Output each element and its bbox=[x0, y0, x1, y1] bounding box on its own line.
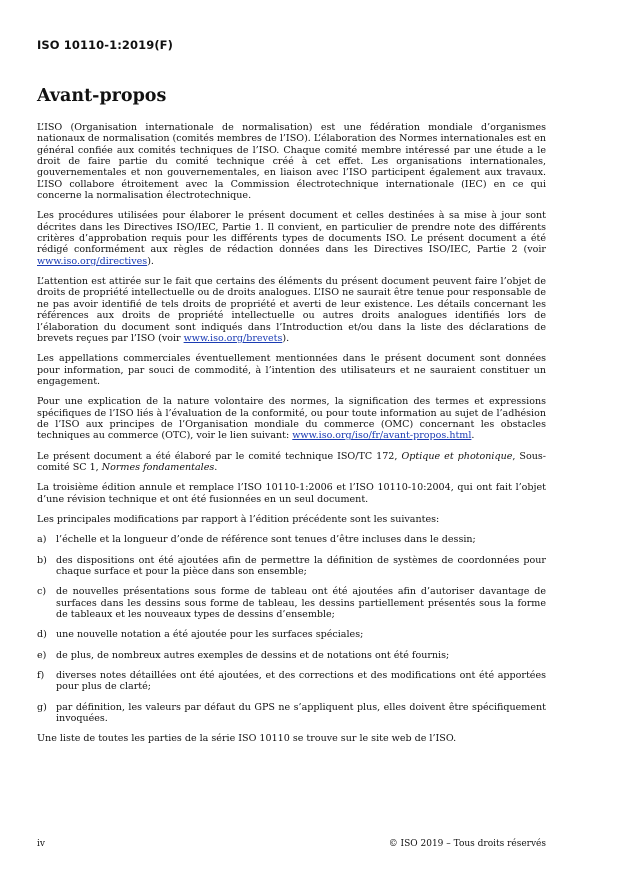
list-item bbox=[37, 534, 546, 545]
paragraph-committee bbox=[37, 451, 546, 474]
paragraph-series-list: Une liste de toutes les parties de la série ISO 10110 se trouve sur le site web de l’ISO. bbox=[37, 733, 457, 745]
paragraph-patents-text: L’attention est attirée sur le fait que certains des éléments du présent document peuvent faire l’objet de droits de propriété intellectuelle ou de droits analogues. L’ISO ne saurait être tenue pour responsable de ne pas avoir identifié de tels droits de propriété et averti de leur existence. Les détails concernant les références aux droits de propriété intellectuelle ou autres droits analogues identifiés lors de l’élaboration du document sont indiqués dans l’Introduction et/ou dans la liste des déclarations de brevets reçues par l’ISO (voir bbox=[37, 276, 546, 344]
paragraph-trade-names: Les appellations commerciales éventuellement mentionnées dans le présent document sont données pour information, par souci de commodité, à l’intention des utilisateurs et ne sauraient constituer un engagement. bbox=[37, 353, 546, 387]
list-item bbox=[37, 629, 546, 640]
paragraph-edition: La troisième édition annule et remplace l’ISO 10110-1:2006 et l’ISO 10110-10:2004, qui ont fait l’objet d’une révision technique et ont été fusionnées en un seul document. bbox=[37, 482, 546, 505]
list-item-label: f) bbox=[37, 670, 45, 682]
paragraph-patents-end: ). bbox=[282, 332, 290, 344]
paragraph-patents bbox=[37, 276, 546, 344]
page-number: iv bbox=[37, 839, 45, 849]
paragraph-voluntary-end: . bbox=[471, 430, 475, 442]
list-item-label: g) bbox=[37, 701, 47, 713]
list-item-label: e) bbox=[37, 649, 47, 661]
committee-name: Optique et photonique bbox=[401, 450, 513, 462]
list-item-text: des dispositions ont été ajoutées afin de permettre la définition de systèmes de coordonnées pour chaque surface et pour la pièce dans son ensemble; bbox=[56, 554, 546, 577]
paragraph-voluntary-nature bbox=[37, 396, 546, 441]
directives-link[interactable]: www.iso.org/directives bbox=[37, 255, 148, 267]
document-id-header: ISO 10110-1:2019(F) bbox=[37, 38, 173, 52]
list-item-text: de plus, de nombreux autres exemples de dessins et de notations ont été fournis; bbox=[56, 649, 450, 661]
copyright-notice: © ISO 2019 – Tous droits réservés bbox=[388, 839, 546, 849]
subcommittee-name: Normes fondamentales bbox=[101, 461, 215, 473]
paragraph-procedures-end: ). bbox=[147, 255, 154, 267]
list-item-text: de nouvelles présentations sous forme de tableau ont été ajoutées afin d’autoriser davantage de surfaces dans les dessins sous forme de tableau, les dessins partiellement présentés sous la forme de tableaux et les nouveaux types de dessins d’ensemble; bbox=[56, 586, 546, 621]
list-item-text: diverses notes détaillées ont été ajoutées, et des corrections et des modifications ont été apportées pour plus de clarté; bbox=[56, 670, 546, 693]
list-item-label: c) bbox=[37, 586, 47, 598]
paragraph-committee-end: . bbox=[214, 461, 218, 473]
list-item-label: b) bbox=[37, 554, 47, 566]
paragraph-committee-mid: , Sous-comité SC 1, bbox=[37, 450, 546, 473]
list-item bbox=[37, 702, 546, 725]
list-item bbox=[37, 650, 546, 661]
foreword-body bbox=[37, 122, 546, 754]
paragraph-changes-intro: Les principales modifications par rapport à l’édition précédente sont les suivantes: bbox=[37, 513, 440, 525]
changes-list bbox=[37, 534, 546, 724]
paragraph-committee-text: Le présent document a été élaboré par le comité technique ISO/TC 172, bbox=[37, 450, 402, 462]
list-item bbox=[37, 586, 546, 620]
patents-link[interactable]: www.iso.org/brevets bbox=[183, 332, 283, 344]
foreword-info-link[interactable]: www.iso.org/iso/fr/avant-propos.html bbox=[292, 430, 472, 442]
list-item-text: une nouvelle notation a été ajoutée pour les surfaces spéciales; bbox=[56, 629, 364, 641]
list-item-text: l’échelle et la longueur d’onde de référence sont tenues d’être incluses dans le dessin; bbox=[56, 534, 476, 546]
paragraph-voluntary-text: Pour une explication de la nature volontaire des normes, la signification des termes et expressions spécifiques de l’ISO liés à l’évaluation de la conformité, ou pour toute information au sujet de l’adhésion de l’ISO aux principes de l’Organisation mondiale du commerce (OMC) concernant les obstacles techniques au commerce (OTC), voir le lien suivant: bbox=[37, 396, 546, 442]
paragraph-procedures bbox=[37, 210, 546, 267]
list-item bbox=[37, 670, 546, 693]
paragraph-iso-intro: L’ISO (Organisation internationale de normalisation) est une fédération mondiale d’organismes nationaux de normalisation (comités membres de l’ISO). L’élaboration des Normes internationales est en général confiée aux comités techniques de l’ISO. Chaque comité membre intéressé par une étude a le droit de faire partie du comité technique créé à cet effet. Les organisations internationales, gouvernementales et non gouvernementales, en liaison avec l’ISO participent également aux travaux. L’ISO collabore étroitement avec la Commission électrotechnique internationale (IEC) en ce qui concerne la normalisation électrotechnique. bbox=[37, 122, 546, 202]
page-title: Avant-propos bbox=[37, 86, 167, 106]
list-item-label: d) bbox=[37, 629, 47, 641]
list-item bbox=[37, 555, 546, 578]
paragraph-procedures-text: Les procédures utilisées pour élaborer le présent document et celles destinées à sa mise à jour sont décrites dans les Directives ISO/IEC, Partie 1. Il convient, en particulier de prendre note des différents critères d’approbation requis pour les différents types de documents ISO. Le présent document a été rédigé conformément aux règles de rédaction données dans les Directives ISO/IEC, Partie 2 (voir bbox=[37, 210, 546, 256]
list-item-text: par définition, les valeurs par défaut du GPS ne s’appliquent plus, elles doivent être spécifiquement invoquées. bbox=[56, 701, 546, 725]
list-item-label: a) bbox=[37, 534, 47, 546]
